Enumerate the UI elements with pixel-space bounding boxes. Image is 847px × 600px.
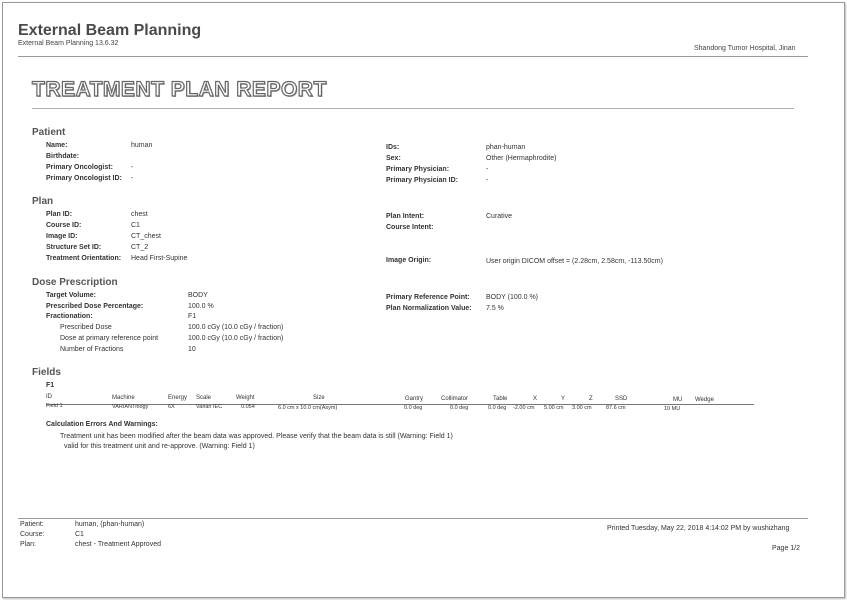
machine-cell: VARIANTrilogy <box>112 404 149 410</box>
structure-set-label: Structure Set ID: <box>46 244 102 251</box>
app-version: External Beam Planning 13.6.32 <box>18 40 119 47</box>
plan-intent-label: Plan Intent: <box>386 213 425 220</box>
col-size: Size <box>313 395 325 401</box>
col-gantry: Gantry <box>405 396 424 402</box>
col-table: Table <box>493 396 508 402</box>
image-id-label: Image ID: <box>46 233 78 240</box>
col-z: Z <box>589 396 593 402</box>
field-id-cell: Field 1 <box>46 403 63 409</box>
fields-header-rule <box>46 404 754 405</box>
patient-name-label: Name: <box>46 142 68 149</box>
col-ssd: SSD <box>615 396 628 402</box>
app-title: External Beam Planning <box>18 22 202 39</box>
physician-label: Primary Physician: <box>386 166 450 173</box>
oncologist-id-label: Primary Oncologist ID: <box>46 175 122 182</box>
normalization-label: Plan Normalization Value: <box>386 305 472 312</box>
table-cell: 0.0 deg <box>488 405 507 411</box>
title-divider <box>32 108 794 109</box>
col-energy: Energy <box>168 395 188 401</box>
col-machine: Machine <box>112 395 135 401</box>
col-weight: Weight <box>236 395 255 401</box>
col-scale: Scale <box>196 395 212 401</box>
target-volume-value: BODY <box>188 292 208 299</box>
birthdate-label: Birthdate: <box>46 153 80 160</box>
plan-id-value: chest <box>131 211 148 218</box>
physician-value: - <box>486 166 489 173</box>
y-cell: 5.00 cm <box>544 405 564 411</box>
x-cell: -2.00 cm <box>513 405 535 411</box>
section-patient: Patient <box>32 127 66 138</box>
orientation-value: Head First-Supine <box>131 255 188 262</box>
num-fractions-value: 10 <box>188 346 196 353</box>
size-cell: 6.0 cm x 10.0 cm(Asym) <box>278 405 338 411</box>
z-cell: 3.00 cm <box>572 405 592 411</box>
oncologist-id-value: - <box>131 175 134 182</box>
footer-divider <box>18 518 808 519</box>
dose-percentage-label: Prescribed Dose Percentage: <box>46 303 144 310</box>
header-divider <box>18 56 808 57</box>
energy-cell: 6X <box>168 404 175 410</box>
image-origin-label: Image Origin: <box>386 257 432 264</box>
page-number: Page 1/2 <box>772 545 801 552</box>
col-mu: MU <box>673 397 683 403</box>
section-fields: Fields <box>32 367 61 378</box>
oncologist-label: Primary Oncologist: <box>46 164 113 171</box>
course-id-value: C1 <box>131 222 140 229</box>
footer-course-value: C1 <box>75 531 84 538</box>
weight-cell: 0.054 <box>241 404 255 410</box>
num-fractions-label: Number of Fractions <box>60 346 124 353</box>
warning-line-1: Treatment unit has been modified after the beam data was approved. Please verify that the beam data is still (Warning: Field 1) <box>60 433 453 440</box>
ids-value: phan-human <box>486 144 526 151</box>
oncologist-value: - <box>131 164 134 171</box>
footer-course-label: Course: <box>20 531 45 538</box>
col-id: ID <box>46 394 52 400</box>
warning-line-2: valid for this treatment unit and re-approve. (Warning: Field 1) <box>64 443 255 450</box>
physician-id-label: Primary Physician ID: <box>386 177 458 184</box>
orientation-label: Treatment Orientation: <box>46 255 122 262</box>
course-id-label: Course ID: <box>46 222 82 229</box>
col-wedge: Wedge <box>695 397 714 403</box>
normalization-value: 7.5 % <box>486 305 504 312</box>
prescribed-dose-label: Prescribed Dose <box>60 324 112 331</box>
section-plan: Plan <box>32 196 54 207</box>
dose-ref-point-label: Dose at primary reference point <box>60 335 159 342</box>
field-group-label: F1 <box>46 382 55 389</box>
plan-intent-value: Curative <box>486 213 513 220</box>
plan-id-label: Plan ID: <box>46 211 73 218</box>
footer-patient-label: Patient: <box>20 521 44 528</box>
image-origin-value: User origin DICOM offset = (2.28cm, 2.58cm, -113.50cm) <box>486 258 663 265</box>
reference-point-value: BODY (100.0 %) <box>486 294 539 301</box>
image-id-value: CT_chest <box>131 233 161 240</box>
dose-ref-point-value: 100.0 cGy (10.0 cGy / fraction) <box>188 335 284 342</box>
sex-label: Sex: <box>386 155 401 162</box>
col-collimator: Collimator <box>441 396 469 402</box>
reference-point-label: Primary Reference Point: <box>386 294 470 301</box>
course-intent-label: Course Intent: <box>386 224 434 231</box>
scale-cell: Varian IEC <box>196 404 223 410</box>
physician-id-value: - <box>486 177 489 184</box>
fractionation-label: Fractionation: <box>46 313 93 320</box>
prescribed-dose-value: 100.0 cGy (10.0 cGy / fraction) <box>188 324 284 331</box>
dose-percentage-value: 100.0 % <box>188 303 214 310</box>
fractionation-value: F1 <box>188 313 197 320</box>
ids-label: IDs: <box>386 144 400 151</box>
ssd-cell: 87.6 cm <box>606 405 626 411</box>
report-title: TREATMENT PLAN REPORT <box>32 78 327 101</box>
hospital-name: Shandong Tumor Hospital, Jinan <box>694 45 796 52</box>
structure-set-value: CT_2 <box>131 244 149 251</box>
patient-name: human <box>131 142 153 149</box>
col-x: X <box>533 396 538 402</box>
footer-patient-value: human, (phan-human) <box>75 521 145 528</box>
section-dose: Dose Prescription <box>32 277 118 288</box>
footer-plan-value: chest - Treatment Approved <box>75 541 161 548</box>
sex-value: Other (Hermaphrodite) <box>486 155 557 162</box>
printed-info: Printed Tuesday, May 22, 2018 4:14:02 PM by wushizhang <box>607 525 790 532</box>
gantry-cell: 0.0 deg <box>404 405 423 411</box>
mu-cell: 10 MU <box>664 406 681 412</box>
target-volume-label: Target Volume: <box>46 292 96 299</box>
col-y: Y <box>561 396 566 402</box>
warnings-title: Calculation Errors And Warnings: <box>46 421 158 428</box>
footer-plan-label: Plan: <box>20 541 36 548</box>
collimator-cell: 0.0 deg <box>450 405 469 411</box>
